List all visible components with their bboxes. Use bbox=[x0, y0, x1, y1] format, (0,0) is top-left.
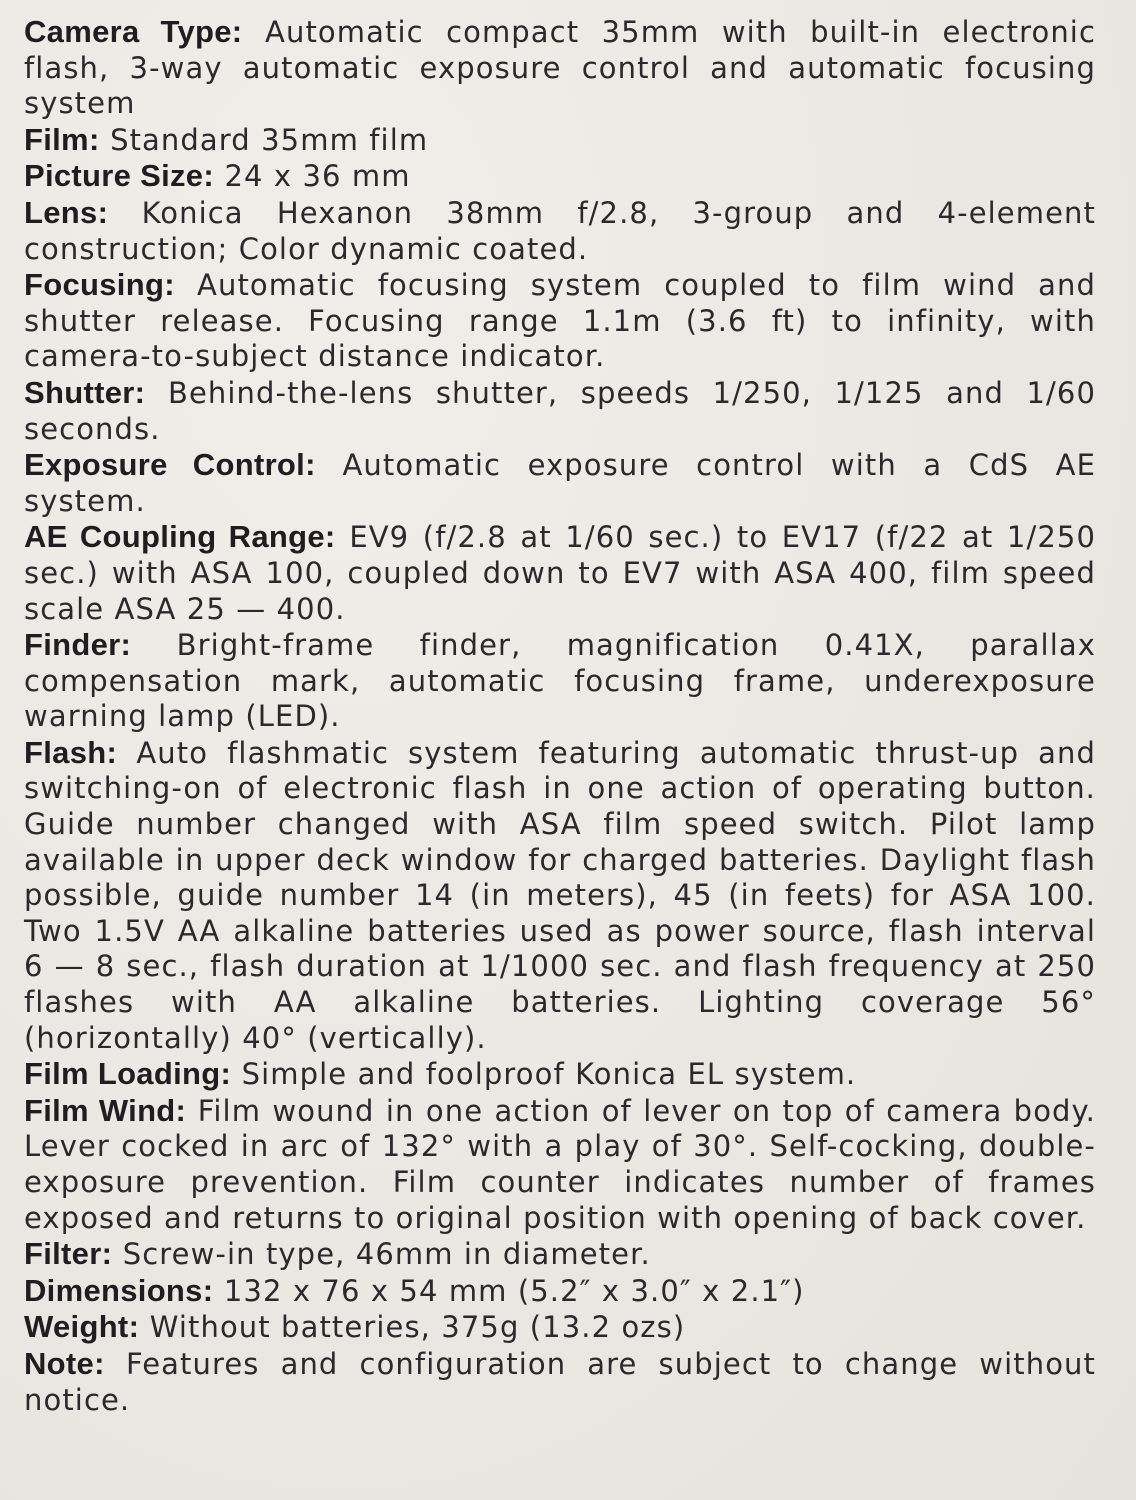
spec-value: Automatic compact 35mm with built-in electronic flash, 3-way automatic exposure control and automatic focusing system bbox=[24, 15, 1097, 121]
spec-label: Focusing bbox=[24, 267, 165, 303]
spec-label: Weight bbox=[24, 1309, 129, 1345]
spec-lens: Lens: Konica Hexanon 38mm f/2.8, 3-group and 4-element construction; Color dynamic coated. bbox=[24, 194, 1096, 266]
spec-value: Features and configuration are subject to change without notice. bbox=[24, 1346, 1096, 1417]
spec-label: Finder bbox=[24, 627, 121, 663]
spec-value: 132 x 76 x 54 mm (5.2″ x 3.0″ x 2.1″) bbox=[223, 1273, 805, 1308]
spec-exposure-control: Exposure Control: Automatic exposure control with a CdS AE system. bbox=[24, 447, 1096, 518]
spec-flash: Flash: Auto flashmatic system featuring automatic thrust-up and switching-on of electronic flash in one action of operating button. Guide number changed with ASA film speed switch. Pilot lamp available in upper deck window for charged batteries. Daylight flash possible, guide number 14 (in meters), 45 (in feets) for ASA 100. Two 1.5V AA alkaline batteries used as power source, flash interval 6 — 8 sec., flash duration at 1/1000 sec. and flash frequency at 250 flashes with AA alkaline batteries. Lighting coverage 56° (horizontally) 40° (vertically). bbox=[24, 734, 1096, 1055]
spec-label: Picture Size bbox=[24, 158, 204, 194]
spec-value: Automatic exposure control with a CdS AE system. bbox=[24, 448, 1096, 518]
spec-value: Film wound in one action of lever on top of camera body. Lever cocked in arc of 132° with a play of 30°. Self-cocking, double-exposure prevention. Film counter indicates number of frames exposed and returns to original position with opening of back cover. bbox=[24, 1093, 1096, 1235]
spec-note: Note: Features and configuration are subject to change without notice. bbox=[24, 1345, 1096, 1417]
spec-ae-coupling-range: AE Coupling Range: EV9 (f/2.8 at 1/60 sec.) to EV17 (f/22 at 1/250 sec.) with ASA 100, coupled down to EV7 with ASA 400, film speed scale ASA 25 — 400. bbox=[24, 519, 1096, 626]
spec-film-loading: Film Loading: Simple and foolproof Konica EL system. bbox=[24, 1056, 857, 1092]
spec-value: Without batteries, 375g (13.2 ozs) bbox=[149, 1310, 686, 1345]
spec-weight: Weight: Without batteries, 375g (13.2 ozs) bbox=[24, 1309, 686, 1345]
spec-film: Film: Standard 35mm film bbox=[24, 121, 429, 157]
spec-label: Camera Type bbox=[24, 14, 232, 49]
spec-label: Film bbox=[24, 121, 89, 157]
spec-dimensions: Dimensions: 132 x 76 x 54 mm (5.2″ x 3.0″ x 2.1″) bbox=[24, 1272, 805, 1308]
spec-label: Exposure Control bbox=[24, 447, 306, 483]
spec-film-wind: Film Wind: Film wound in one action of lever on top of camera body. Lever cocked in arc of 132° with a play of 30°. Self-cocking, double-exposure prevention. Film counter indicates number of frames exposed and returns to original position with opening of back cover. bbox=[24, 1092, 1096, 1235]
spec-label: Note bbox=[24, 1345, 95, 1381]
spec-shutter: Shutter: Behind-the-lens shutter, speeds 1/250, 1/125 and 1/60 seconds. bbox=[24, 374, 1096, 446]
spec-finder: Finder: Bright-frame finder, magnification 0.41X, parallax compensation mark, automatic focusing frame, underexposure warning lamp (LED). bbox=[24, 627, 1096, 734]
spec-filter: Filter: Screw-in type, 46mm in diameter. bbox=[24, 1236, 651, 1272]
spec-label: Dimensions bbox=[24, 1272, 203, 1308]
spec-focusing: Focusing: Automatic focusing system coupled to film wind and shutter release. Focusing range 1.1m (3.6 ft) to infinity, with camera-to-subject distance indicator. bbox=[24, 267, 1096, 374]
spec-value: Auto flashmatic system featuring automatic thrust-up and switching-on of electronic flash in one action of operating button. Guide number changed with ASA film speed switch. Pilot lamp available in upper deck window for charged batteries. Daylight flash possible, guide number 14 (in meters), 45 (in feets) for ASA 100. Two 1.5V AA alkaline batteries used as power source, flash interval 6 — 8 sec., flash duration at 1/1000 sec. and flash frequency at 250 flashes with AA alkaline batteries. Lighting coverage 56° (horizontally) 40° (vertically). bbox=[24, 735, 1096, 1055]
spec-label: Filter bbox=[24, 1236, 102, 1272]
spec-picture-size: Picture Size: 24 x 36 mm bbox=[24, 158, 411, 194]
spec-label: Film Loading bbox=[24, 1056, 221, 1092]
spec-value: Simple and foolproof Konica EL system. bbox=[241, 1057, 857, 1092]
spec-value: Screw-in type, 46mm in diameter. bbox=[122, 1237, 651, 1272]
spec-value: Konica Hexanon 38mm f/2.8, 3-group and 4-element construction; Color dynamic coated. bbox=[24, 195, 1096, 266]
spec-value: EV9 (f/2.8 at 1/60 sec.) to EV17 (f/22 at 1/250 sec.) with ASA 100, coupled down to EV7 with ASA 400, film speed scale ASA 25 — 400. bbox=[24, 520, 1096, 626]
spec-value: Standard 35mm film bbox=[110, 122, 429, 157]
spec-value: 24 x 36 mm bbox=[224, 159, 411, 194]
spec-label: Shutter bbox=[24, 374, 135, 410]
spec-label: Lens bbox=[24, 194, 98, 230]
spec-camera-type: Camera Type: Automatic compact 35mm with built-in electronic flash, 3-way automatic exposure control and automatic focusing system bbox=[24, 14, 1097, 121]
spec-value: Behind-the-lens shutter, speeds 1/250, 1/125 and 1/60 seconds. bbox=[24, 375, 1096, 446]
spec-label: Film Wind bbox=[24, 1092, 176, 1128]
spec-value: Automatic focusing system coupled to film wind and shutter release. Focusing range 1.1m (3.6 ft) to infinity, with camera-to-subject distance indicator. bbox=[24, 268, 1096, 374]
spec-value: Bright-frame finder, magnification 0.41X, parallax compensation mark, automatic focusing frame, underexposure warning lamp (LED). bbox=[24, 628, 1096, 734]
spec-label: AE Coupling Range bbox=[24, 519, 325, 555]
spec-label: Flash bbox=[24, 734, 107, 770]
